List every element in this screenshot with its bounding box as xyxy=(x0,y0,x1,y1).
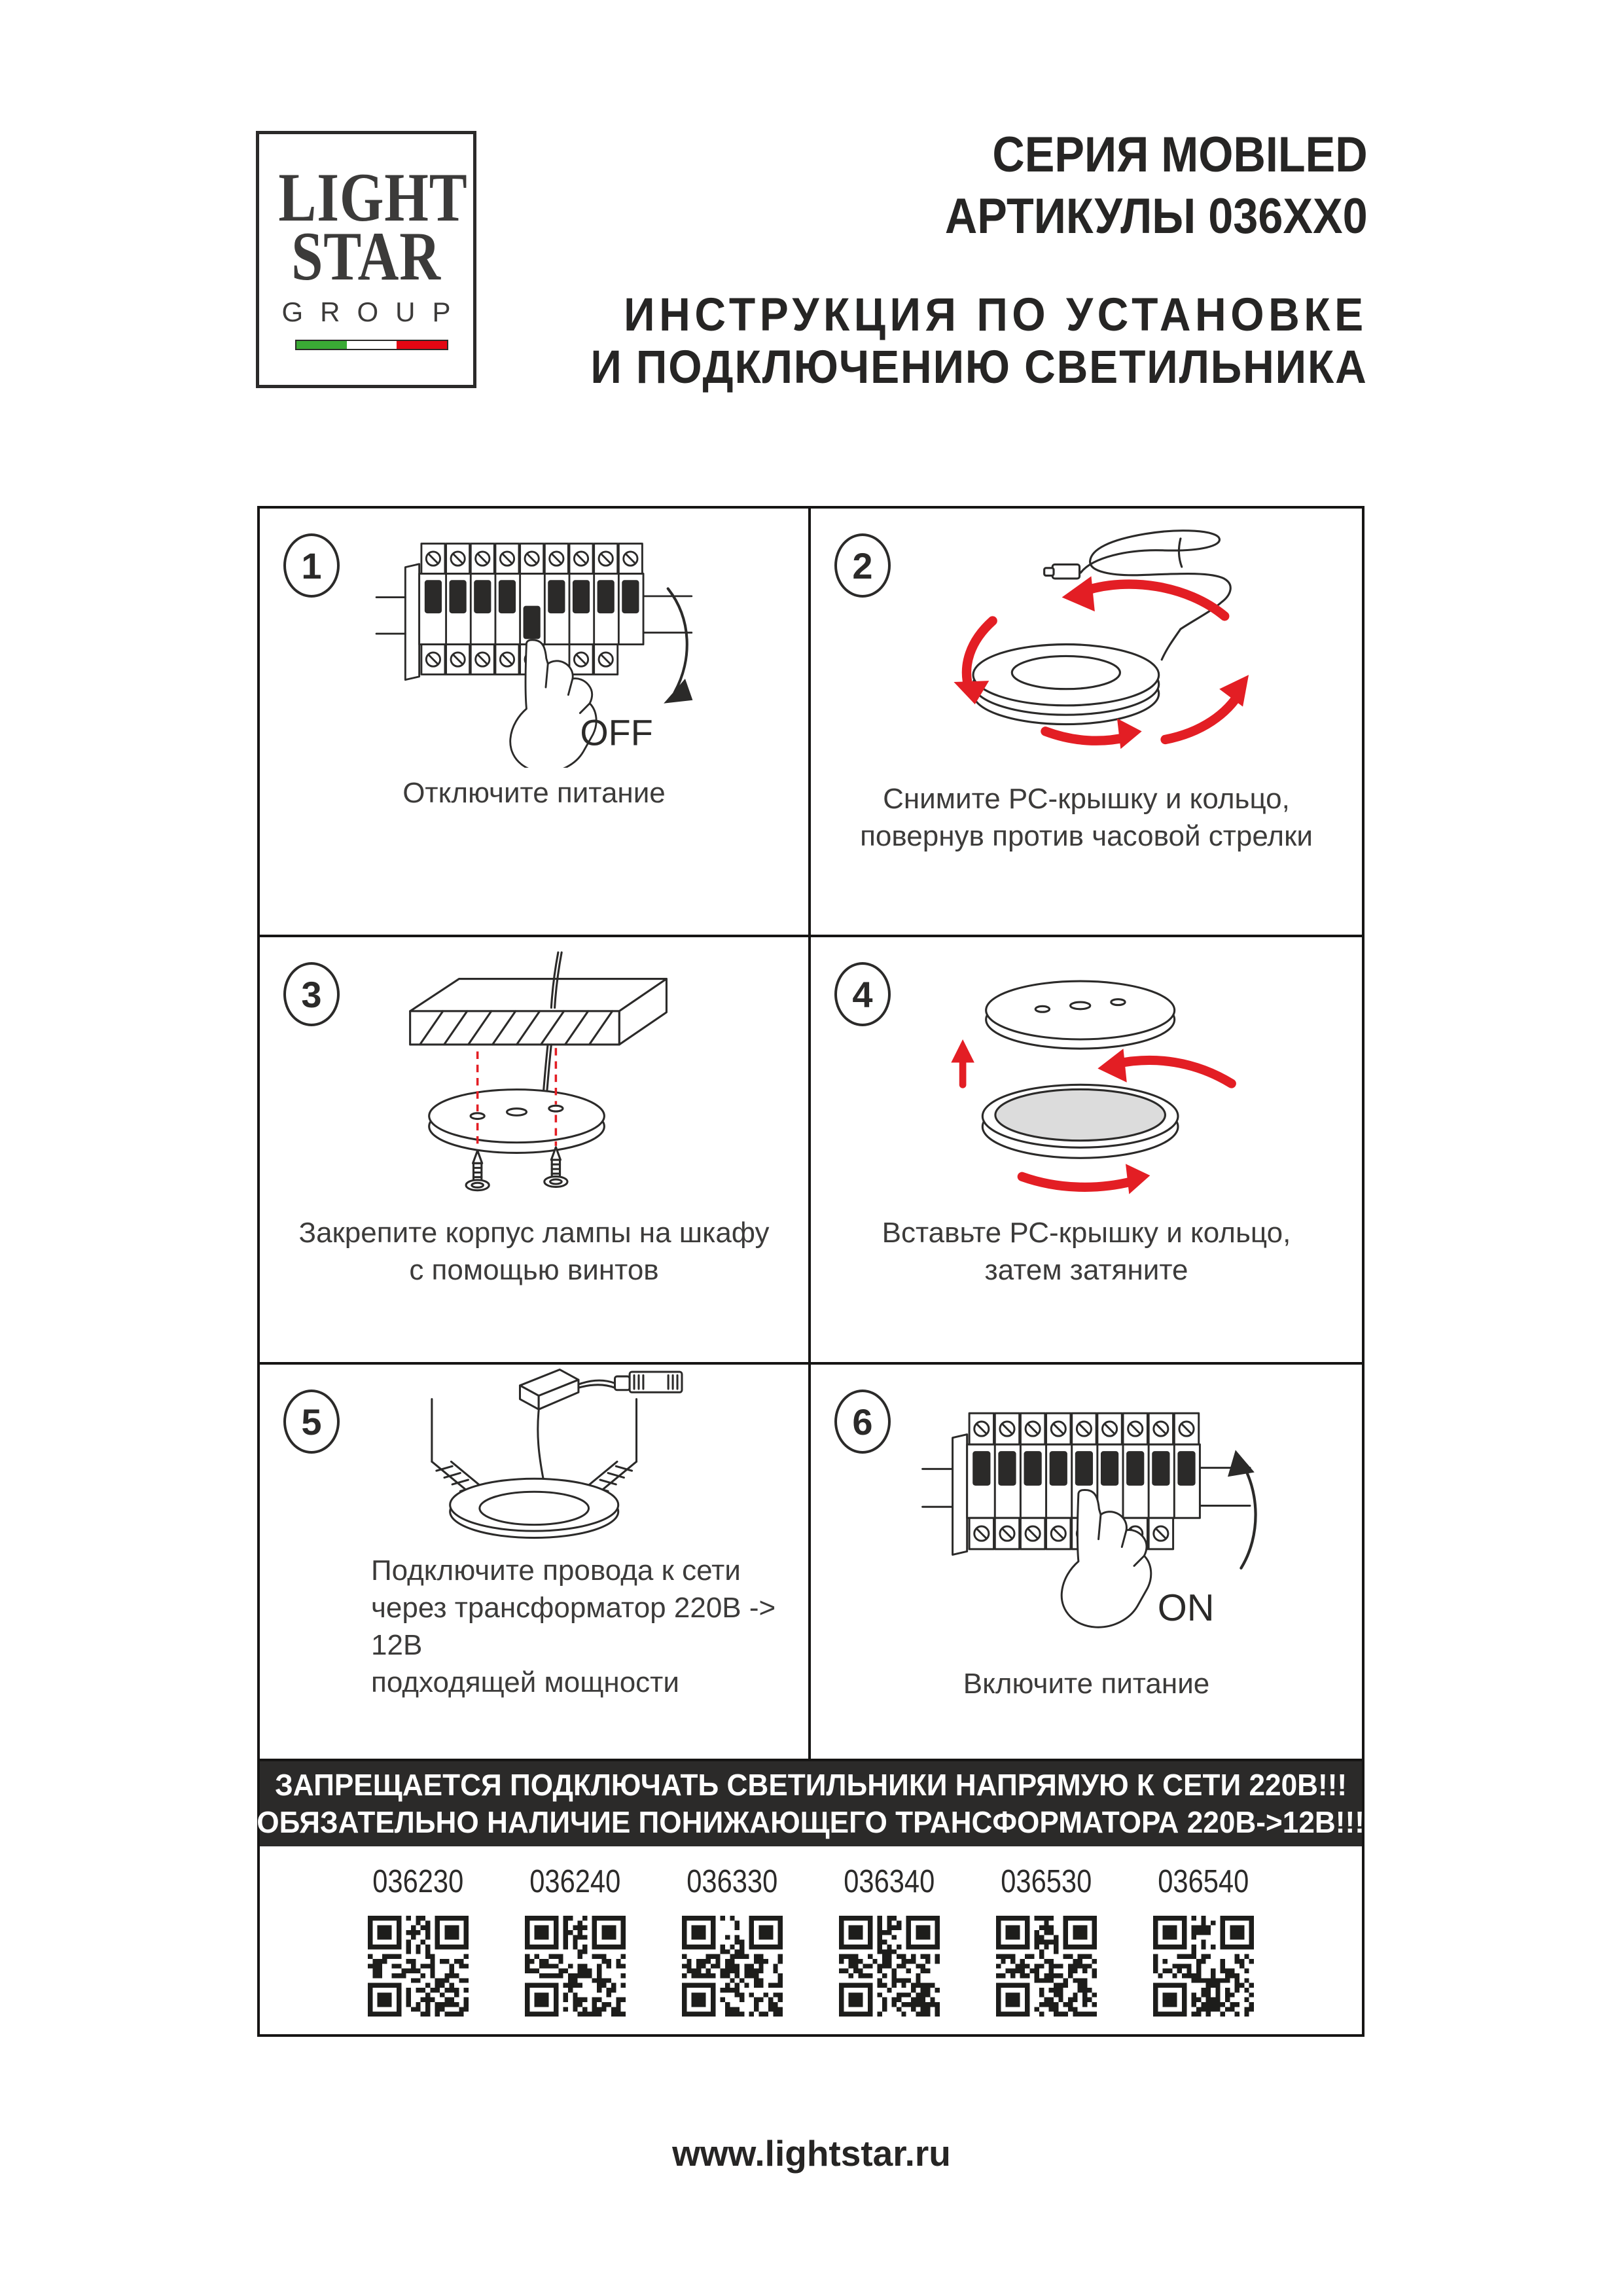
qr-code xyxy=(368,1916,469,2017)
article-number: 036530 xyxy=(1001,1864,1092,1899)
step-5-caption xyxy=(260,1552,808,1759)
article-number: 036230 xyxy=(372,1864,464,1899)
article-qr-row xyxy=(260,1846,1362,2034)
step-3-cell xyxy=(260,937,811,1365)
cord-icon xyxy=(538,1410,543,1479)
caption-line: с помощью винтов xyxy=(409,1254,659,1286)
connect-transformer-illustration xyxy=(358,1350,710,1566)
breaker-off-illustration xyxy=(368,516,700,768)
on-label: ON xyxy=(1157,1587,1215,1629)
qr-code xyxy=(682,1916,783,2017)
lamp-body-icon xyxy=(429,1090,605,1153)
qr-code xyxy=(1153,1916,1254,2017)
series-title: СЕРИЯ MOBILED xyxy=(992,127,1368,183)
screw-icon xyxy=(466,1151,489,1191)
remove-cover-illustration xyxy=(904,515,1269,774)
step-5-cell xyxy=(260,1365,811,1761)
website-url: www.lightstar.ru xyxy=(672,2133,951,2174)
transformer-icon xyxy=(520,1370,578,1410)
qr-code xyxy=(839,1916,940,2017)
breaker-on-illustration xyxy=(914,1384,1259,1646)
qr-code xyxy=(525,1916,626,2017)
mounted-lamp-icon xyxy=(450,1479,618,1537)
step-4-caption xyxy=(882,1214,1291,1362)
article-number: 036330 xyxy=(687,1864,778,1899)
rotate-right-arrow-icon xyxy=(1022,1164,1150,1194)
page-title-line1: ИНСТРУКЦИЯ ПО УСТАНОВКЕ xyxy=(624,289,1368,341)
logo-word-star: STAR xyxy=(291,218,441,295)
header-titles xyxy=(532,124,1368,394)
step-1-cell xyxy=(260,509,811,937)
off-label: OFF xyxy=(580,712,653,753)
step-number: 5 xyxy=(301,1401,322,1443)
lamp-body-icon xyxy=(986,981,1175,1049)
caption-line: Вставьте РС-крышку и кольцо, xyxy=(882,1217,1291,1249)
article-column xyxy=(682,1863,783,2034)
article-number: 036540 xyxy=(1158,1864,1249,1899)
step-1-badge xyxy=(283,533,340,598)
step-6-badge xyxy=(834,1390,891,1454)
wire-icon xyxy=(543,1045,551,1095)
page-title-line2: И ПОДКЛЮЧЕНИЮ СВЕТИЛЬНИКА xyxy=(590,342,1368,393)
step-2-badge xyxy=(834,533,891,598)
attach-cover-illustration xyxy=(906,945,1266,1207)
article-column xyxy=(1153,1863,1254,2034)
step-4-badge xyxy=(834,962,891,1026)
caption-line: повернув против часовой стрелки xyxy=(860,820,1313,852)
qr-code xyxy=(996,1916,1097,2017)
warning-banner xyxy=(257,1761,1365,1846)
article-column xyxy=(839,1863,940,2034)
step-2-caption xyxy=(860,780,1313,935)
caption-line: через трансформатор 220В -> 12В xyxy=(371,1592,776,1661)
step-number: 2 xyxy=(852,545,873,586)
page-title xyxy=(532,289,1368,394)
mount-body-illustration xyxy=(355,943,713,1208)
caption-line: затем затяните xyxy=(984,1254,1188,1286)
up-arrow-icon xyxy=(952,1039,975,1085)
italian-flag-icon xyxy=(295,340,448,350)
cover-ring-icon xyxy=(983,1085,1179,1158)
step-number: 3 xyxy=(301,973,322,1015)
step-number: 6 xyxy=(852,1401,873,1443)
lightstar-logo xyxy=(256,131,476,388)
article-column xyxy=(996,1863,1097,2034)
caption-line: Включите питание xyxy=(963,1668,1210,1700)
step-3-caption xyxy=(299,1214,770,1362)
step-1-caption xyxy=(402,774,666,935)
step-2-cell xyxy=(811,509,1362,937)
caption-line: Закрепите корпус лампы на шкафу xyxy=(298,1217,770,1249)
step-6-cell xyxy=(811,1365,1362,1761)
step-number: 4 xyxy=(852,973,873,1015)
warning-line-2: ОБЯЗАТЕЛЬНО НАЛИЧИЕ ПОНИЖАЮЩЕГО ТРАНСФОРМАТОРА 220В->12В!!! xyxy=(257,1805,1365,1839)
step-number: 1 xyxy=(301,545,322,586)
warning-line-1: ЗАПРЕЩАЕТСЯ ПОДКЛЮЧАТЬ СВЕТИЛЬНИКИ НАПРЯМУЮ К СЕТИ 220В!!! xyxy=(274,1768,1347,1802)
connector-icon xyxy=(579,1372,682,1392)
logo-word-group: GROUP xyxy=(281,296,468,327)
logo-word-light: LIGHT xyxy=(278,159,468,236)
article-number: 036340 xyxy=(844,1864,935,1899)
rotate-left-arrow-icon xyxy=(1098,1049,1232,1083)
article-number: 036240 xyxy=(529,1864,621,1899)
step-5-badge xyxy=(283,1390,340,1454)
instruction-grid xyxy=(257,506,1364,2037)
puck-light-icon xyxy=(973,645,1159,725)
article-column xyxy=(368,1863,469,2034)
caption-line: Отключите питание xyxy=(402,777,666,809)
caption-line: Снимите РС-крышку и кольцо, xyxy=(883,783,1290,815)
screw-icon xyxy=(544,1147,567,1187)
caption-line: Подключите провода к сети xyxy=(371,1554,741,1587)
arrow-up-icon xyxy=(1228,1450,1255,1477)
cabinet-board-icon xyxy=(410,979,667,1045)
step-4-cell xyxy=(811,937,1362,1365)
articles-title: АРТИКУЛЫ 036ХХ0 xyxy=(945,188,1368,244)
caption-line: подходящей мощности xyxy=(371,1666,679,1698)
step-6-caption xyxy=(963,1665,1210,1759)
article-column xyxy=(525,1863,626,2034)
step-3-badge xyxy=(283,962,340,1026)
